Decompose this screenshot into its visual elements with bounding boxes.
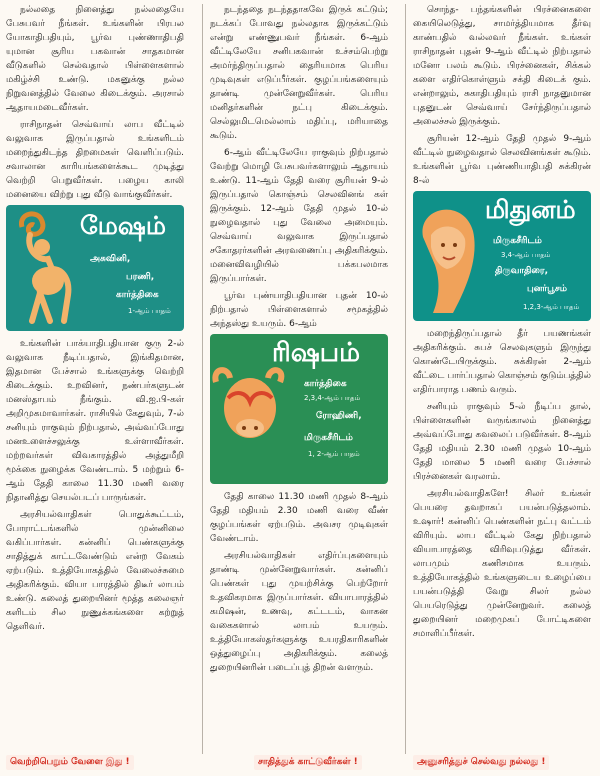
mesham-star-1: அசுவினி,	[90, 254, 131, 264]
mithunam-para-5: அரசியல்வாதிகளே! சிலர் உங்கள் பெயரை தவறாகப் பயன்படுத்தலாம். உஷார்! கன்னிப் பெண்களின் நட்பு வட்டம் விரியும். லாப வீட்டில் கேது நிற்பதால் வியாபாரத்தை விரிவுபடுத்து வீர்கள். லாபமும் கணிசமாக உயரும். உத்தியோகத்தில் உங்களுடைய உழைப்பை பயன்படுத்தி வேறு சிலர் நல்ல பெயரெடுத்து முன்னேறுவர். கலைத் துறையினர் மறைமுகப் போட்டிகளை சமாளிப்பீர்கள்.	[413, 489, 591, 639]
twins-illustration	[413, 197, 485, 319]
mithunam-para-2: சூரியன் 12-ஆம் தேதி முதல் 9-ஆம் வீட்டில் நுழைவதால் செலவினங்கள் கூடும். உங்களின் பூர்வ புண்ணியாதிபதி சுக்கிரன் 8-ல்	[413, 134, 591, 186]
mithunam-column	[409, 0, 595, 776]
mesham-para-2: ராசிநாதன் செவ்வாய் லாப வீட்டில் வலுவாக இருப்பதால் உங்களிடம் மறைந்துகிடந்த திறமைகள் வெளிப்படும். சவாலான காரியங்களைக்கூட முடித்து வெற்றி பெறுவீர்கள். பழைய காலி மனையை விற்று புது வீடு வாங்குவீர்கள்.	[6, 120, 184, 200]
rishabam-star-2: ரோஹிணி,	[316, 411, 362, 421]
mesham-sign-box	[6, 205, 184, 331]
ram-illustration	[8, 209, 78, 327]
mesham-footer: வெற்றிபெறும் வேளை இது !	[6, 755, 134, 770]
rishabam-pada-1: 2,3,4-ஆம் பாதம்	[304, 394, 361, 402]
mesham-star-3: கார்த்திகை	[116, 290, 159, 300]
mesham-para-1: நல்லதை நினைத்து நல்லதையே பேசுபவர் நீங்கள். உங்களின் பிரபல யோகாதிபதியும், பூர்வ புண்ணாதிபதி யுமான சூரிய பகவான் சாதகமான வீடுகளில் செல்வதால் பிள்ளைகளால் மகிழ்ச்சி உண்டு. மகனுக்கு நல்ல நிறுவனத்தில் வேலை கிடைக்கும். அரசால் ஆதாயமடைவீர்கள்.	[6, 5, 184, 113]
column-divider	[405, 4, 406, 754]
column-divider	[202, 4, 203, 754]
rishabam-para-2: 6-ஆம் வீட்டிலேயே ராகுவும் நிற்பதால் வேற்று மொழி பேசுபவர்களாலும் ஆதாயம் உண்டு. 11-ஆம் தேதி வரை சூரியன் 9-ல் இருப்பதால் கொஞ்சம் செலவினங் கள் இருக்கும். 12-ஆம் தேதி முதல் 10-ல் நுழைவதால் புது வேலை அமையும். செவ்வாய் வலுவாக இருப்பதால் சகோதரர்களின் அரவணைப்பு அதிகரிக்கும். மனைவிவழியில் பக்கபலமாக இருப்பார்கள்.	[210, 148, 388, 284]
mithunam-star-2: திருவாதிரை,	[495, 266, 548, 276]
rishabam-footer: சாதித்துக் காட்டுவீர்கள் !	[254, 755, 362, 770]
mithunam-footer: அனுசரித்துச் செல்வது நல்லது !	[413, 755, 549, 770]
mithunam-para-4: சனியும் ராகுவும் 5-ல் நீடிப்ப தால், பிள்ளைகளின் வருங்காலம் நினைத்து அவ்வப்போது கவலைப் படுவீர்கள். 8-ஆம் தேதி மதியம் 2.30 மணி முதல் 10-ஆம் தேதி மாலை 5 மணி வரை பேச்சால் பிரச்னைகள் வரலாம்.	[413, 402, 591, 482]
mithunam-title: மிதுனம்	[485, 195, 576, 224]
mithunam-star-3: புனர்பூசம்	[527, 284, 567, 294]
mesham-para-4: அரசியல்வாதிகள் பொதுக்கூட்டம், போராட்டங்களில் முன்னிலை வகிப்பார்கள். கன்னிப் பெண்களுக்கு சாதித்துக் காட்டவேண்டும் என்ற வேகம் ஏற்படும். உத்தியோகத்தில் வேலைச்சுமை அதிகரிக்கும். வியா பாரத்தில் திடீர் லாபம் உண்டு. கலைத் துறையினர் மூத்த கலைஞர் களிடம் சில நுணுக்கங்களை கற்றுத் தெளிவர்.	[6, 510, 184, 632]
mithunam-pada-2: 1,2,3-ஆம் பாதம்	[523, 303, 580, 311]
mithunam-para-3: மறைந்திருப்பதால் தீர் பயணங்கள் அதிகரிக்கும். சுபச் செலவுகளும் இருந்து கொண்டேயிருக்கும். சுக்கிரன் 2-ஆம் வீட்டை பார்ப்பதால் கொஞ்சம் குடும்பத்தில் எதிர்பாராத பணம் வரும்.	[413, 329, 591, 395]
rishabam-para-5: அரசியல்வாதிகள் எதிர்ப்புகளையும் தாண்டி முன்னேறுவார்கள். கன்னிப் பெண்கள் புது முயற்சிக்கு பெற்றோர் உதவிகரமாக இருப்பார்கள். வியாபாரத்தில் கமிஷன், உணவு, கட்டடம், வாகன வகைகளால் லாபம் உயரும். உத்தியோகஸ்தர்களுக்கு உயரதிகாரிகளின் ஒத்துழைப்பு அதிகரிக்கும். கலைத் துறையினரின் படைப்புத் திறன் வளரும்.	[210, 551, 388, 673]
mithunam-pada-1: 3,4-ஆம் பாதம்	[501, 251, 551, 259]
mesham-column	[2, 0, 188, 776]
mesham-pada: 1-ஆம் பாதம்	[128, 307, 171, 315]
mesham-title: மேஷம்	[80, 211, 166, 240]
rishabam-title: ரிஷபம்	[272, 338, 361, 368]
mithunam-sign-box	[413, 191, 591, 321]
rishabam-star-1: கார்த்திகை	[304, 379, 347, 389]
rishabam-column	[206, 0, 392, 776]
rishabam-star-3: மிருகசீரிடம்	[304, 433, 353, 443]
rishabam-para-1: நடந்ததை நடந்ததாகவே இருக் கட்டும்; நடக்கப் போவது நல்லதாக இருக்கட்டும் என்று எண்ணுபவர் நீங்கள். 6-ஆம் வீட்டிலேயே சனிபகவான் உச்சம்பெற்று அமர்ந்திருப்பதால் தைரியமாக பெரிய முடிவுகள் எடுப்பீர்கள். குழப்பங்களையும் தாண்டி முன்னேறுவீர்கள். பெரிய மனிதர்களின் நட்பு கிடைக்கும். செல்லுமிடமெல்லாம் மதிப்பு, மரியாதை கூடும்.	[210, 5, 388, 141]
mithunam-star-1: மிருகசீரிடம்	[493, 236, 542, 246]
mesham-para-3: உங்களின் பாக்யாதிபதியான குரு 2-ல் வலுவாக நீடிப்பதால், இங்கிதமான, இதமான பேச்சால் உங்களுக்கு வெற்றி கிடைக்கும். உறவினர், நண்பர்களுடன் மனஸ்தாபம் நீங்கும். வி.ஐ.பி-கள் அறிமுகமாவார்கள். ராசியில் கேதுவும், 7-ல் சனியும் ராகுவும் நிற்பதால், அவ்வப்போது மனஉளைச்சலுக்கு உள்ளாவீர்கள். மற்றவர்கள் விவகாரத்தில் அத்துமீறி மூக்கை நுழைக்க வேண்டாம். 5 மற்றும் 6-ஆம் தேதி காலை 11.30 மணி வரை நிதானித்து செயல்படப் பாருங்கள்.	[6, 339, 184, 503]
bull-illustration	[210, 362, 290, 462]
rishabam-sign-box	[210, 334, 388, 484]
rishabam-para-4: தேதி காலை 11.30 மணி முதல் 8-ஆம் தேதி மதியம் 2.30 மணி வரை வீண் குழப்பங்கள் ஏற்படும். அவசர முடிவுகள் வேண்டாம்.	[210, 492, 388, 544]
rishabam-pada-2: 1, 2-ஆம் பாதம்	[308, 450, 360, 458]
mesham-star-2: பரணி,	[126, 272, 155, 282]
mithunam-para-1: சொந்த- பந்தங்களின் பிரச்னைகளை கையிலெடுத்து, சாமர்த்தியமாக தீர்வு காண்பதில் வல்லவர் நீங்கள். உங்கள் ராசிநாதன் புதன் 9-ஆம் வீட்டில் நிற்பதால் மனோ பலம் கூடும். பிரச்னைகள், சிக்கல் களை எதிர்கொள்ளும் சக்தி கிடைக் கும். என்றாலும், சுகாதிபதியும் ராசி நாதனுமான புதனுடன் செவ்வாய் சேர்ந்திருப்பதால் அலைச்சல் இருக்கும்.	[413, 5, 591, 127]
rishabam-para-3: பூர்வ புண்யாதிபதியான புதன் 10-ல் நிற்பதால் பிள்ளைகளால் சமூகத்தில் அந்தஸ்து உயரும். 6-ஆம்	[210, 291, 388, 329]
